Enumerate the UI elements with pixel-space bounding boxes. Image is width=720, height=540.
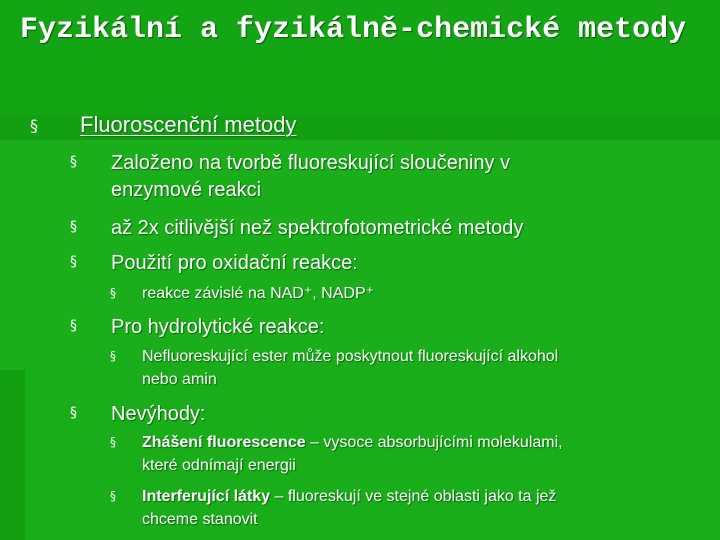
list-item: Použití pro oxidační reakce: — [111, 252, 358, 274]
sub-list-item: Nefluoreskující ester může poskytnout fluoreskující alkohol — [142, 348, 559, 365]
bullet-icon: § — [70, 254, 77, 270]
bullet-icon: § — [70, 219, 77, 235]
bullet-icon: § — [70, 318, 77, 334]
sub-list-item: reakce závislé na NAD⁺, NADP⁺ — [142, 285, 375, 302]
bullet-icon: § — [110, 489, 116, 503]
bullet-icon: § — [110, 435, 116, 449]
list-item: až 2x citlivější než spektrofotometrické metody — [111, 217, 524, 239]
list-item: Pro hydrolytické reakce: — [111, 316, 325, 338]
bullet-icon: § — [70, 154, 77, 170]
bullet-icon: § — [30, 116, 38, 135]
sub-list-item: které odnímají energii — [142, 457, 296, 474]
list-item: enzymové reakci — [111, 179, 262, 201]
bullet-icon: § — [110, 349, 116, 363]
term-bold: Zhášení fluorescence — [142, 434, 306, 451]
list-item: Nevýhody: — [111, 403, 206, 425]
list-item: Založeno na tvorbě fluoreskující sloučeniny v — [111, 152, 511, 174]
term-description: – fluoreskují ve stejné oblasti jako ta jež — [270, 488, 557, 505]
term-description: – vysoce absorbujícími molekulami, — [305, 434, 563, 451]
section-heading: Fluoroscenční metody — [80, 112, 297, 137]
sub-list-item: chceme stanovit — [142, 511, 258, 528]
bullet-icon: § — [110, 286, 116, 300]
bullet-icon: § — [70, 405, 77, 421]
slide-title: Fyzikální a fyzikálně-chemické metody — [20, 13, 687, 47]
term-bold: Interferující látky — [142, 488, 271, 505]
sub-list-item — [142, 432, 563, 454]
sub-list-item — [142, 486, 556, 508]
sub-list-item: nebo amin — [142, 371, 217, 388]
